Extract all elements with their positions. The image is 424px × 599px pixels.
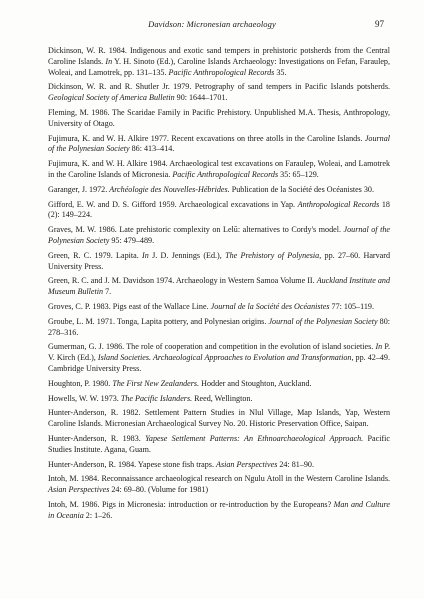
reference-entry [48, 302, 390, 313]
reference-text: 18 (2): 149–224. [48, 199, 390, 220]
reference-entry [48, 159, 390, 181]
reference-text: 80: 278–316. [48, 316, 391, 337]
reference-text: 24: 81–90. [277, 459, 315, 469]
reference-italic-text: Pacific Anthropological Records [168, 67, 275, 77]
reference-italic-text: Journal of the Polynesian Society [268, 316, 378, 326]
reference-italic-text: Archéologie des Nouvelles-Hébrides. [109, 184, 230, 194]
reference-text: 35. [274, 67, 287, 77]
reference-entry [48, 276, 390, 298]
reference-text: 86: 413–414. [129, 144, 175, 154]
reference-text: Gifford, E. W. and D. S. Gifford 1959. Archaeological excavations in Yap. [48, 199, 298, 209]
reference-text: Dickinson, W. R. and R. Shutler Jr. 1979. Petrography of sand tempers in Pacific Islands potsherds. [48, 82, 390, 92]
reference-text: P. V. Kirch (Ed.), [48, 342, 390, 363]
reference-italic-text: In [375, 342, 383, 352]
reference-text: Y. H. Sinoto (Ed.), Caroline Islands Archaeology: Investigations on Fefan, Faraulep, Woleai, and Lamotrek, pp. 131–135. [48, 56, 390, 77]
reference-entry [48, 500, 390, 522]
reference-entry [48, 200, 390, 222]
reference-text: 2: 1–26. [83, 510, 113, 520]
reference-entry [48, 434, 390, 456]
reference-italic-text: Pacific Anthropological Records [172, 169, 279, 179]
reference-italic-text: Auckland Institute and Museum Bulletin [48, 276, 391, 297]
reference-entry [48, 108, 390, 130]
reference-entry [48, 82, 390, 104]
reference-italic-text: Journal de la Société des Océanistes [210, 301, 330, 311]
reference-text: Hunter-Anderson, R. 1984. Yapese stone fish traps. [48, 459, 216, 469]
reference-entry [48, 379, 390, 390]
reference-text: 95: 479–489. [109, 235, 155, 245]
reference-italic-text: In [142, 250, 149, 260]
reference-text: Graves, M. W. 1986. Late prehistoric complexity on Lelū: alternatives to Cordy's model. [48, 225, 344, 235]
reference-italic-text: The Pacific Islanders. [120, 393, 193, 403]
reference-text: Pacific Studies Institute. Agana, Guam. [48, 434, 391, 454]
reference-text: Hunter-Anderson, R. 1982. Settlement Pattern Studies in Nlul Village, Map Islands, Yap, Western Caroline Islands. Micronesian Archaeological Survey No. 20. Historic Preservation Office, Saipan. [48, 408, 390, 429]
reference-entry [48, 460, 390, 471]
reference-text: , pp. 42–49. Cambridge University Press. [48, 353, 390, 373]
reference-italic-text: Asian Perspectives [48, 485, 110, 495]
reference-italic-text: Journal of the Polynesian Society [48, 133, 390, 154]
reference-italic-text: The Prehistory of Polynesia [225, 250, 320, 260]
running-head: Davidson: Micronesian archaeology [148, 19, 276, 29]
reference-text: Fujimura, K. and W. H. Alkire 1984. Archaeological test excavations on Faraulep, Woleai, and Lamotrek in the Caroline Islands of Micronesia. [48, 159, 390, 179]
reference-text: 77: 105–119. [329, 301, 374, 311]
reference-entry [48, 342, 390, 374]
reference-text: Houghton, P. 1980. [48, 378, 113, 388]
reference-text: J. D. Jennings (Ed.), [148, 250, 226, 260]
reference-entry [48, 46, 390, 78]
reference-italic-text: Man and Culture in Oceania [48, 500, 390, 520]
reference-text: Reed, Wellington. [192, 393, 253, 403]
reference-text: Hunter-Anderson, R. 1983. [48, 434, 146, 443]
reference-entry [48, 251, 390, 273]
reference-text: Intoh, M. 1984. Reconnaissance archaeological research on Ngulu Atoll in the Western Caroline Islands. [48, 474, 390, 484]
reference-text: Gumerman, G. J. 1986. The role of cooperation and competition in the evolution of island societies. [48, 342, 376, 352]
reference-text: Green, R. C. 1979. Lapita. [48, 250, 143, 260]
reference-text: Garanger, J. 1972. [48, 184, 110, 194]
reference-italic-text: Journal of the Polynesian Society [48, 225, 390, 245]
reference-italic-text: Asian Perspectives [216, 459, 278, 469]
reference-italic-text: Yapese Settlement Patterns: An Ethnoarchaeological Approach. [145, 434, 364, 443]
reference-entry [48, 134, 390, 156]
reference-entry [48, 408, 390, 430]
reference-text: 35: 65–129. [278, 169, 319, 179]
reference-italic-text: Geological Society of America Bulletin [48, 93, 175, 103]
reference-italic-text: In [105, 56, 113, 66]
reference-text: 24: 69–80. (Volume for 1981) [109, 485, 209, 495]
reference-text: 90: 1644–1701. [174, 93, 228, 103]
reference-text: Publication de la Société des Océanistes 30. [229, 184, 374, 194]
reference-italic-text: Anthropological Records [297, 199, 380, 209]
reference-entry [48, 185, 390, 196]
reference-entry [48, 394, 390, 405]
reference-text: Hodder and Stoughton, Auckland. [199, 378, 312, 388]
reference-text: Groube, L. M. 1971. Tonga, Lapita pottery, and Polynesian origins. [48, 316, 269, 326]
reference-text: Dickinson, W. R. 1984. Indigenous and exotic sand tempers in prehistoric potsherds from the Central Caroline Islands. [48, 46, 390, 66]
reference-text: Howells, W. W. 1973. [48, 393, 121, 403]
reference-entry [48, 474, 390, 496]
reference-entry [48, 317, 390, 339]
reference-text: 7. [103, 287, 112, 297]
reference-italic-text: The First New Zealanders. [112, 378, 200, 388]
reference-italic-text: Island Societies. Archaeological Approaches to Evolution and Transformation [97, 353, 352, 363]
reference-text: Fujimura, K. and W. H. Alkire 1977. Recent excavations on three atolls in the Caroline Islands. [48, 133, 365, 143]
reference-text: Fleming, M. 1986. The Scaridae Family in Pacific Prehistory. Unpublished M.A. Thesis, Anthropology, University of Otago. [48, 107, 390, 128]
reference-text: Intoh, M. 1986. Pigs in Micronesia: introduction or re-introduction by the Europeans? [48, 500, 334, 510]
reference-text: Groves, C. P. 1983. Pigs east of the Wallace Line. [48, 301, 211, 311]
reference-entry [48, 225, 390, 247]
reference-text: , pp. 27–60. Harvard University Press. [48, 250, 391, 271]
reference-text: Green, R. C. and J. M. Davidson 1974. Archaeology in Western Samoa Volume II. [48, 276, 317, 286]
reference-list [48, 46, 390, 526]
page-number: 97 [375, 19, 384, 29]
